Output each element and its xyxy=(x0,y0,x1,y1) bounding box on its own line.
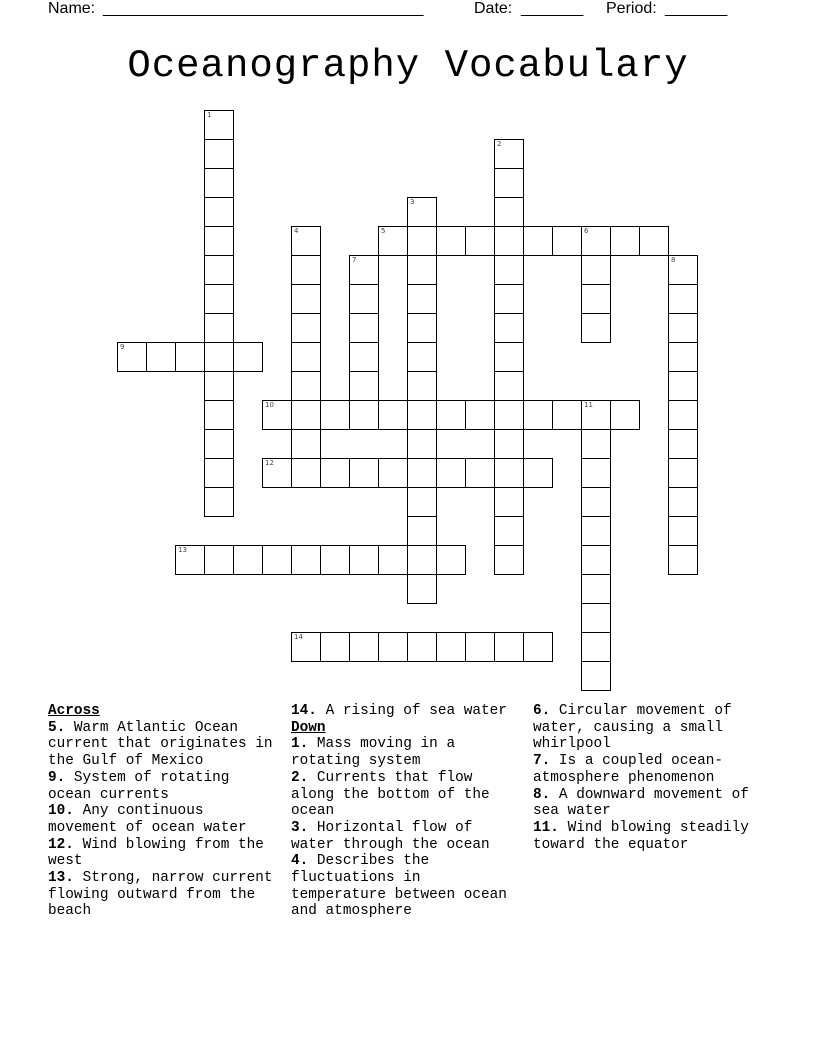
clues-column-3 xyxy=(533,703,763,853)
crossword-cell[interactable] xyxy=(204,168,234,198)
crossword-cell[interactable] xyxy=(581,603,611,633)
crossword-cell[interactable] xyxy=(465,400,495,430)
clue-across-13: 13. Strong, narrow current flowing outward from the beach xyxy=(48,870,273,920)
clue-number: 2 xyxy=(497,140,502,148)
crossword-cell[interactable] xyxy=(291,342,321,372)
crossword-cell[interactable] xyxy=(581,487,611,517)
clue-across-12: 12. Wind blowing from the west xyxy=(48,836,264,870)
crossword-cell[interactable] xyxy=(581,255,611,285)
down-heading: Down xyxy=(291,719,326,736)
clue-number: 11 xyxy=(584,401,593,409)
crossword-cell[interactable] xyxy=(552,226,582,256)
crossword-cell[interactable] xyxy=(378,400,408,430)
crossword-cell[interactable] xyxy=(204,545,234,575)
crossword-cell[interactable] xyxy=(262,458,292,488)
clue-number: 9 xyxy=(120,343,125,351)
crossword-cell[interactable] xyxy=(668,429,698,459)
crossword-cell[interactable] xyxy=(407,284,437,314)
crossword-cell[interactable] xyxy=(407,400,437,430)
clue-number: 10 xyxy=(265,401,274,409)
clue-down-7: 7. Is a coupled ocean-atmosphere phenomenon xyxy=(533,753,724,786)
clue-number: 1 xyxy=(207,111,212,119)
crossword-cell[interactable] xyxy=(668,342,698,372)
crossword-cell[interactable] xyxy=(233,342,263,372)
worksheet-header xyxy=(0,0,816,20)
crossword-cell[interactable] xyxy=(581,574,611,604)
crossword-cell[interactable] xyxy=(668,545,698,575)
crossword-cell[interactable] xyxy=(291,458,321,488)
crossword-cell[interactable] xyxy=(494,168,524,198)
crossword-cell[interactable] xyxy=(320,458,350,488)
crossword-cell[interactable] xyxy=(668,313,698,343)
crossword-cell[interactable] xyxy=(204,139,234,169)
crossword-cell[interactable] xyxy=(465,458,495,488)
crossword-cell[interactable] xyxy=(349,342,379,372)
clue-number: 5 xyxy=(381,227,386,235)
clue-number: 14 xyxy=(294,633,303,641)
crossword-cell[interactable] xyxy=(291,545,321,575)
crossword-cell[interactable] xyxy=(494,487,524,517)
crossword-cell[interactable] xyxy=(349,545,379,575)
crossword-cell[interactable] xyxy=(407,458,437,488)
crossword-cell[interactable] xyxy=(523,632,553,662)
crossword-cell[interactable] xyxy=(581,400,611,430)
crossword-cell[interactable] xyxy=(349,400,379,430)
crossword-cell[interactable] xyxy=(407,255,437,285)
crossword-cell[interactable] xyxy=(668,516,698,546)
crossword-cell[interactable] xyxy=(494,371,524,401)
crossword-cell[interactable] xyxy=(407,487,437,517)
period-blank[interactable]: _______ xyxy=(665,0,728,17)
crossword-cell[interactable] xyxy=(204,255,234,285)
clue-number: 3 xyxy=(410,198,415,206)
crossword-cell[interactable] xyxy=(320,632,350,662)
crossword-cell[interactable] xyxy=(407,632,437,662)
crossword-cell[interactable] xyxy=(494,400,524,430)
clues-column-2 xyxy=(291,703,521,920)
crossword-cell[interactable] xyxy=(668,458,698,488)
clue-down-1: 1. Mass moving in a rotating system xyxy=(291,736,456,770)
crossword-cell[interactable] xyxy=(204,487,234,517)
clue-number: 8 xyxy=(671,256,676,264)
crossword-cell[interactable] xyxy=(494,139,524,169)
crossword-cell[interactable] xyxy=(291,429,321,459)
crossword-cell[interactable] xyxy=(291,632,321,662)
across-heading: Across xyxy=(48,703,100,719)
crossword-cell[interactable] xyxy=(494,516,524,546)
clue-across-14: 14. A rising of sea water xyxy=(291,703,507,719)
clue-across-9: 9. System of rotating ocean currents xyxy=(48,769,230,803)
crossword-cell[interactable] xyxy=(204,458,234,488)
crossword-cell[interactable] xyxy=(407,197,437,227)
clue-down-4: 4. Describes the fluctuations in temperature between ocean and atmosphere xyxy=(291,853,507,920)
crossword-cell[interactable] xyxy=(117,342,147,372)
clue-down-8: 8. A downward movement of sea water xyxy=(533,786,749,820)
crossword-cell[interactable] xyxy=(494,284,524,314)
crossword-cell[interactable] xyxy=(320,545,350,575)
crossword-cell[interactable] xyxy=(494,342,524,372)
clues-column-1 xyxy=(48,703,278,920)
crossword-cell[interactable] xyxy=(204,226,234,256)
name-blank[interactable]: ____________________________________ xyxy=(103,0,424,17)
crossword-cell[interactable] xyxy=(204,197,234,227)
crossword-cell[interactable] xyxy=(436,400,466,430)
crossword-cell[interactable] xyxy=(494,429,524,459)
crossword-cell[interactable] xyxy=(204,313,234,343)
crossword-cell[interactable] xyxy=(494,313,524,343)
crossword-cell[interactable] xyxy=(494,255,524,285)
crossword-cell[interactable] xyxy=(581,458,611,488)
date-blank[interactable]: _______ xyxy=(521,0,584,17)
crossword-cell[interactable] xyxy=(291,371,321,401)
crossword-cell[interactable] xyxy=(204,110,234,140)
crossword-cell[interactable] xyxy=(204,371,234,401)
crossword-cell[interactable] xyxy=(204,284,234,314)
clue-down-2: 2. Currents that flow along the bottom of the ocean xyxy=(291,769,490,820)
crossword-cell[interactable] xyxy=(146,342,176,372)
crossword-cell[interactable] xyxy=(494,197,524,227)
crossword-cell[interactable] xyxy=(262,400,292,430)
clue-number: 4 xyxy=(294,227,299,235)
crossword-cell[interactable] xyxy=(581,429,611,459)
clue-number: 12 xyxy=(265,459,274,467)
crossword-cell[interactable] xyxy=(581,226,611,256)
clue-number: 6 xyxy=(584,227,589,235)
crossword-cell[interactable] xyxy=(320,400,350,430)
crossword-cell[interactable] xyxy=(523,458,553,488)
crossword-cell[interactable] xyxy=(436,458,466,488)
crossword-cell[interactable] xyxy=(291,226,321,256)
crossword-cell[interactable] xyxy=(668,400,698,430)
crossword-cell[interactable] xyxy=(668,255,698,285)
crossword-cell[interactable] xyxy=(436,632,466,662)
crossword-cell[interactable] xyxy=(291,255,321,285)
clue-number: 13 xyxy=(178,546,187,554)
crossword-cell[interactable] xyxy=(407,313,437,343)
crossword-cell[interactable] xyxy=(668,284,698,314)
crossword-cell[interactable] xyxy=(581,313,611,343)
crossword-cell[interactable] xyxy=(494,226,524,256)
crossword-cell[interactable] xyxy=(378,632,408,662)
crossword-cell[interactable] xyxy=(494,545,524,575)
crossword-cell[interactable] xyxy=(204,429,234,459)
clue-across-10: 10. Any continuous movement of ocean water xyxy=(48,803,247,836)
crossword-cell[interactable] xyxy=(581,284,611,314)
crossword-cell[interactable] xyxy=(668,371,698,401)
clue-number: 7 xyxy=(352,256,357,264)
crossword-cell[interactable] xyxy=(349,255,379,285)
page-title: Oceanography Vocabulary xyxy=(127,44,689,88)
crossword-cell[interactable] xyxy=(407,226,437,256)
crossword-cell[interactable] xyxy=(523,400,553,430)
name-label: Name: xyxy=(48,0,96,17)
crossword-cell[interactable] xyxy=(349,632,379,662)
crossword-cell[interactable] xyxy=(436,545,466,575)
crossword-cell[interactable] xyxy=(233,545,263,575)
crossword-cell[interactable] xyxy=(349,284,379,314)
crossword-cell[interactable] xyxy=(436,226,466,256)
crossword-cell[interactable] xyxy=(378,458,408,488)
clue-down-3: 3. Horizontal flow of water through the ocean xyxy=(291,819,490,853)
crossword-cell[interactable] xyxy=(407,429,437,459)
crossword-cell[interactable] xyxy=(349,313,379,343)
crossword-cell[interactable] xyxy=(291,284,321,314)
crossword-cell[interactable] xyxy=(378,226,408,256)
crossword-cell[interactable] xyxy=(552,400,582,430)
crossword-cell[interactable] xyxy=(175,545,205,575)
crossword-cell[interactable] xyxy=(581,545,611,575)
crossword-cell[interactable] xyxy=(204,400,234,430)
crossword-cell[interactable] xyxy=(407,371,437,401)
crossword-cell[interactable] xyxy=(581,632,611,662)
crossword-cell[interactable] xyxy=(523,226,553,256)
period-label: Period: xyxy=(606,0,657,17)
clue-across-5: 5. Warm Atlantic Ocean current that originates in the Gulf of Mexico xyxy=(48,719,273,770)
date-label: Date: xyxy=(474,0,513,17)
crossword-cell[interactable] xyxy=(349,458,379,488)
clue-down-6: 6. Circular movement of water, causing a small whirlpool xyxy=(533,703,732,753)
clue-down-11: 11. Wind blowing steadily toward the equator xyxy=(533,819,749,853)
crossword-cell[interactable] xyxy=(291,313,321,343)
crossword-cell[interactable] xyxy=(465,226,495,256)
crossword-cell[interactable] xyxy=(639,226,669,256)
crossword-cell[interactable] xyxy=(407,342,437,372)
crossword-cell[interactable] xyxy=(407,574,437,604)
crossword-cell[interactable] xyxy=(668,487,698,517)
crossword-cell[interactable] xyxy=(349,371,379,401)
crossword-cell[interactable] xyxy=(291,400,321,430)
crossword-cell[interactable] xyxy=(494,458,524,488)
crossword-cell[interactable] xyxy=(494,632,524,662)
crossword-cell[interactable] xyxy=(175,342,205,372)
crossword-cell[interactable] xyxy=(204,342,234,372)
crossword-cell[interactable] xyxy=(610,226,640,256)
crossword-cell[interactable] xyxy=(407,545,437,575)
crossword-cell[interactable] xyxy=(262,545,292,575)
crossword-cell[interactable] xyxy=(378,545,408,575)
crossword-cell[interactable] xyxy=(465,632,495,662)
crossword-cell[interactable] xyxy=(407,516,437,546)
crossword-cell[interactable] xyxy=(581,661,611,691)
crossword-cell[interactable] xyxy=(610,400,640,430)
crossword-cell[interactable] xyxy=(581,516,611,546)
